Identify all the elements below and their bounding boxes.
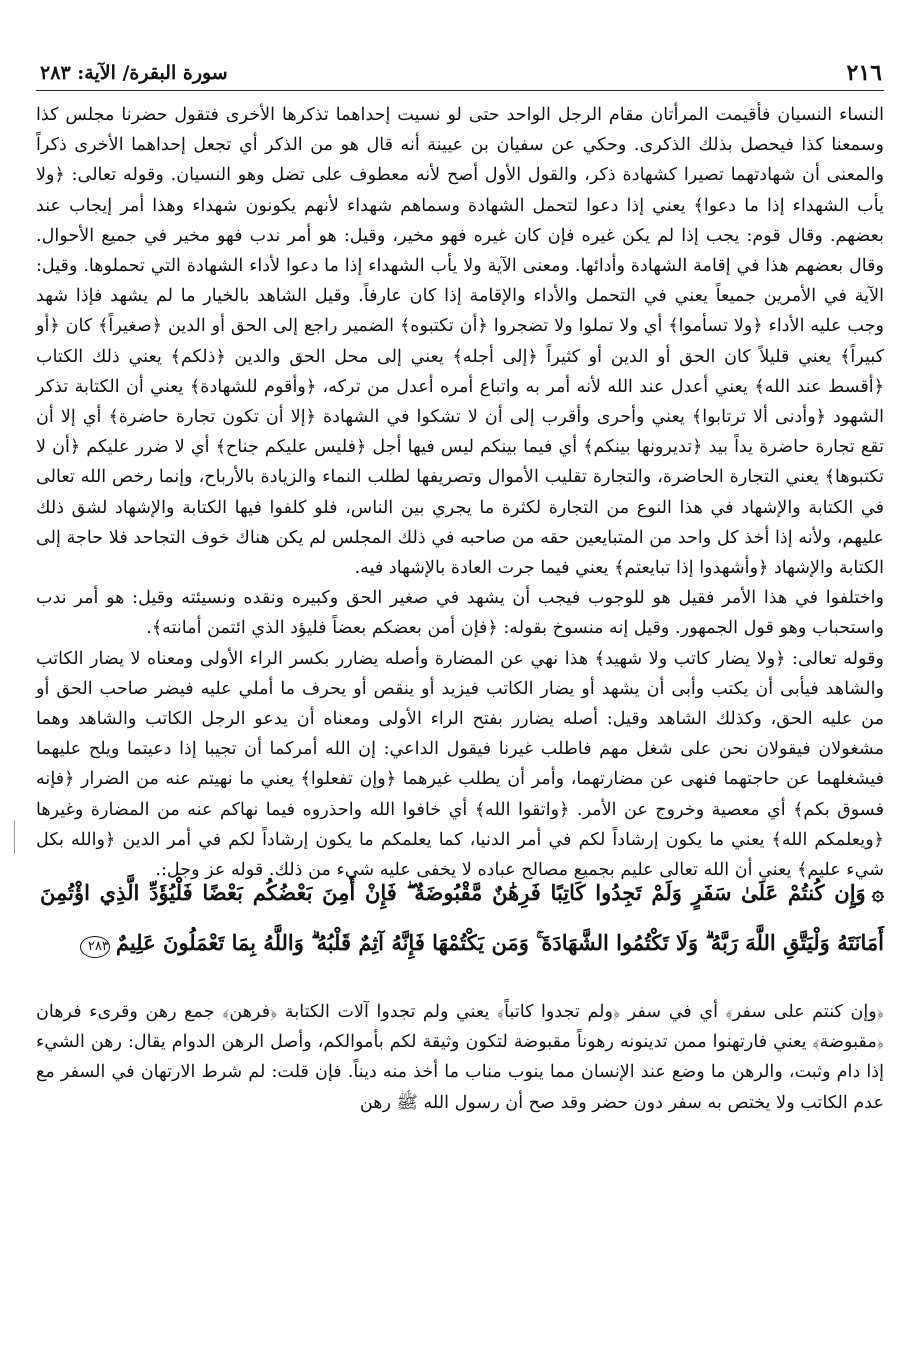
commentary-paragraph: ﴿وإن كنتم على سفر﴾ أي في سفر ﴿ولم تجدوا كاتباً﴾ يعني ولم تجدوا آلات الكتابة ﴿فرهن﴾ جمع رهن وقرىء فرهان ﴿مقبوضة﴾ يعني فارتهنوا ممن تدينونه رهوناً مقبوضة لتكون وثيقة لكم بأموالكم، وأصل الرهن الدوام يقال: رهن الشيء إذا دام وثبت، والرهن ما وضع عند الإنسان مما ينوب مناب ما أخذ منه ديناً. فإن قلت: لم شرط الارتهان في السفر مع عدم الكاتب ولا يختص به سفر دون حضر وقد صح أن رسول الله ﷺ رهن [36,1002,884,1113]
commentary-paragraph: النساء النسيان فأقيمت المرأتان مقام الرجل الواحد حتى لو نسيت إحداهما تذكرها الأخرى فتقول حضرنا مجلس كذا وسمعنا كذا فيحصل بذلك الذكرى. وحكي عن سفيان بن عيينة أنه قال هو من الذكر أي تجعل إحداهما الأخرى ذكراً والمعنى أن شهادتهما تصيرا كشهادة ذكر، والقول الأول أصح لأنه معطوف على تضل وهو النسيان. وقوله تعالى: ﴿ولا يأب الشهداء إذا ما دعوا﴾ يعني إذا دعوا لتحمل الشهادة وسماهم شهداء لأنهم يكونون شهداء وهذا أمر إيجاب عند بعضهم. وقال قوم: يجب إذا لم يكن غيره فإن كان غيره فهو مخير، وقيل: هو أمر ندب فهو مخير في جميع الأحوال. وقال بعضهم هذا في إقامة الشهادة وأدائها. ومعنى الآية ولا يأب الشهداء إذا ما دعوا لأداء الشهادة التي تحملوها. وقيل: الآية في الأمرين جميعاً يعني في التحمل والأداء والإقامة إذا كان عارفاً. وقيل الشاهد بالخيار ما لم يشهد فإذا شهد وجب عليه الأداء ﴿ولا تسأموا﴾ أي ولا تملوا ولا تضجروا ﴿أن تكتبوه﴾ الضمير راجع إلى الحق أو الدين ﴿صغيراً﴾ كان ﴿أو كبيراً﴾ يعني قليلاً كان الحق أو الدين أو كثيراً ﴿إلى أجله﴾ يعني إلى محل الحق والدين ﴿ذلكم﴾ يعني ذلك الكتاب ﴿أقسط عند الله﴾ يعني أعدل عند الله لأنه أمر به واتباع أمره أعدل من تركه، ﴿وأقوم للشهادة﴾ يعني أن الكتابة تذكر الشهود ﴿وأدنى ألا ترتابوا﴾ يعني وأحرى وأقرب إلى أن لا تشكوا في الشهادة ﴿إلا أن تكون تجارة حاضرة﴾ أي إلا أن تقع تجارة حاضرة يداً بيد ﴿تديرونها بينكم﴾ أي فيما بينكم ليس فيها أجل ﴿فليس عليكم جناح﴾ أي لا ضرر عليكم ﴿أن لا تكتبوها﴾ يعني التجارة الحاضرة، والتجارة تقليب الأموال وتصريفها لطلب النماء والزيادة بالأرباح، وإنما رخص الله تعالى في الكتابة والإشهاد في هذا النوع من التجارة لكثرة ما يجري بين الناس، فلو كلفوا فيها الكتابة والإشهاد لشق ذلك عليهم، ولأنه إذا أخذ كل واحد من المتبايعين حقه من صاحبه في ذلك المجلس لم يكن هناك خوف التجاحد فلا حاجة إلى الكتابة والإشهاد ﴿وأشهدوا إذا تبايعتم﴾ يعني فيما جرت العادة بالإشهاد فيه. [36,105,884,579]
verse-number: ٢٨٣ [80,936,110,958]
rub-el-hizb-icon: ۞ [871,880,884,905]
quran-verse [40,868,884,968]
page-header [36,56,884,91]
commentary-paragraph: وقوله تعالى: ﴿ولا يضار كاتب ولا شهيد﴾ هذا نهي عن المضارة وأصله يضارر بكسر الراء الأولى ومعناه لا يضار الكاتب والشاهد فيأبى أن يكتب وأبى أن يشهد أو يضار الكاتب فيزيد أو ينقص أو يحرف ما أملي عليه فيضر صاحب الحق أو من عليه الحق، وكذلك الشاهد وقيل: أصله يضارر بفتح الراء الأولى ومعناه أن يدعو الرجل الكاتب والشاهد وهما مشغولان فيقولان نحن على شغل مهم فاطلب غيرنا فيقول الداعي: إن الله أمركما أن تجيبا إذا دعيتما ويلح عليهما فيشغلهما عن حاجتهما فنهى عن مضارتهما، وأمر أن يطلب غيرهما ﴿وإن تفعلوا﴾ يعني ما نهيتم عنه من الضرار ﴿فإنه فسوق بكم﴾ أي معصية وخروج عن الأمر. ﴿واتقوا الله﴾ أي خافوا الله واحذروه فيما نهاكم عنه من المضارة وغيرها ﴿ويعلمكم الله﴾ يعني ما يكون إرشاداً لكم في أمر الدنيا، كما يعلمكم ما يكون إرشاداً لكم في أمر الدين ﴿والله بكل شيء عليم﴾ يعني أن الله تعالى عليم بجميع مصالح عباده لا يخفى عليه شيء من ذلك. قوله عز وجل:. [36,648,884,881]
running-title: سورة البقرة/ الآية: ٢٨٣ [40,62,228,84]
margin-mark [14,820,15,854]
commentary-block [36,100,884,885]
commentary-block-after-verse [36,997,884,1118]
verse-text: وَإِن كُنتُمْ عَلَىٰ سَفَرٍ وَلَمْ تَجِدُوا كَاتِبًا فَرِهَٰنٌ مَّقْبُوضَةٌ ۖ فَإِنْ أَمِنَ بَعْضُكُم بَعْضًا فَلْيُؤَدِّ الَّذِي اؤْتُمِنَ أَمَانَتَهُ وَلْيَتَّقِ اللَّهَ رَبَّهُ ۗ وَلَا تَكْتُمُوا الشَّهَادَةَ ۚ وَمَن يَكْتُمْهَا فَإِنَّهُ آثِمٌ قَلْبُهُ ۗ وَاللَّهُ بِمَا تَعْمَلُونَ عَلِيمٌ [40,880,884,955]
commentary-paragraph: واختلفوا في هذا الأمر فقيل هو للوجوب فيجب أن يشهد في صغير الحق وكبيره ونقده ونسيئته وقيل: هو أمر ندب واستحباب وهو قول الجمهور. وقيل إنه منسوخ بقوله: ﴿فإن أمن بعضكم بعضاً فليؤد الذي ائتمن أمانته﴾. [36,588,884,639]
page-number: ٢١٦ [846,60,882,86]
